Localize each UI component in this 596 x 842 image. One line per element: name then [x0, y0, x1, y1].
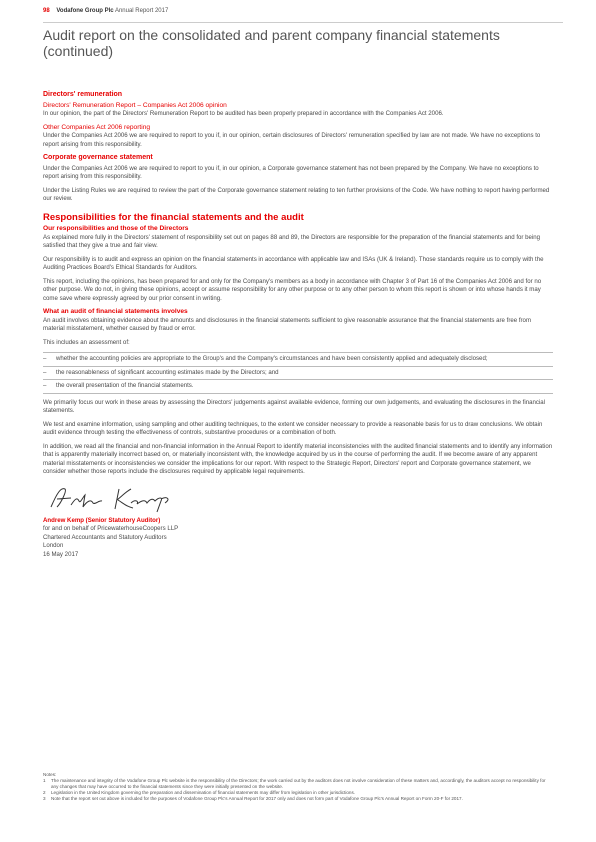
notes-heading: Notes: — [43, 772, 57, 777]
dash-bullet: – — [43, 382, 47, 389]
report-body — [43, 91, 553, 559]
report-name: Annual Report 2017 — [114, 8, 169, 14]
paragraph: We test and examine information, using sampling and other auditing techniques, to the extent we consider necessary to provide a reasonable basis for us to draw conclusions. We obtain audit evidence through testing the effectiveness of controls, substantive procedures or a combination of both. — [43, 420, 543, 436]
list-item — [43, 353, 553, 367]
footnotes — [43, 772, 553, 802]
page-number: 98 — [43, 8, 50, 14]
signer-name: Andrew Kemp (Senior Statutory Auditor) — [43, 516, 161, 524]
page-header — [43, 8, 563, 14]
dash-bullet: – — [43, 368, 47, 376]
paragraph: This report, including the opinions, has been prepared for and only for the Company's members as a body in accordance with Chapter 3 of Part 16 of the Companies Act 2006 and for no other purpose. We do not, in giving these opinions, accept or assume responsibility for any other purpose or to any other person to whom this report is shown or into whose hands it may come save where expressly agreed by our prior consent in writing. — [43, 277, 542, 302]
paragraph: As explained more fully in the Directors' statement of responsibility set out on pages 88 and 89, the Directors are responsible for the preparation of the financial statements and for being satisfied that they give a true and fair view. — [43, 233, 541, 249]
handwritten-signature — [47, 483, 553, 513]
page-title: Audit report on the consolidated and parent company financial statements (continued) — [43, 22, 563, 59]
dash-bullet: – — [43, 355, 47, 362]
footnote — [43, 778, 553, 790]
paragraph: An audit involves obtaining evidence about the amounts and disclosures in the financial statements sufficient to give reasonable assurance that the financial statements are free from material misstatement, whether caused by fraud or error. — [43, 316, 532, 332]
assessment-list — [43, 352, 553, 394]
subheading-other-reporting: Other Companies Act 2006 reporting — [43, 123, 151, 131]
paragraph: Under the Companies Act 2006 we are required to report to you if, in our opinion, a Corporate governance statement has not been prepared by the Company. We have no exceptions to report arising from this responsibility. — [43, 164, 539, 180]
list-item-text: the reasonableness of significant accounting estimates made by the Directors; and — [56, 368, 279, 376]
footnote-text: Note that the report set out above is included for the purposes of Vodafone Group Plc's Annual Report for 2017 only and does not form part of Vodafone Group Plc's Annual Report on Form 20-F for 2017. — [51, 796, 463, 801]
footnote — [43, 796, 553, 802]
section-heading-responsibilities: Responsibilities for the financial statements and the audit — [43, 211, 304, 223]
section-heading-directors-remuneration: Directors' remuneration — [43, 91, 123, 98]
footnote-text: The maintenance and integrity of the Vodafone Group Plc website is the responsibility of the Directors; the work carried out by the auditors does not involve consideration of these matters and, accordingly, the auditors accept no responsibility for any changes that may have occurred to the financial statements since they were initially presented on the website. — [51, 778, 546, 789]
paragraph: We primarily focus our work in these areas by assessing the Directors' judgements against available evidence, forming our own judgements, and evaluating the disclosures in the financial statements. — [43, 398, 546, 414]
subheading-audit-involves: What an audit of financial statements involves — [43, 308, 188, 315]
footnote-number: 2 — [43, 790, 46, 795]
company-name: Vodafone Group Plc — [56, 8, 114, 14]
paragraph: This includes an assessment of: — [43, 338, 130, 346]
footnote-number: 3 — [43, 796, 46, 801]
list-item-text: the overall presentation of the financial statements. — [56, 382, 194, 389]
footnote-text: Legislation in the United Kingdom governing the preparation and dissemination of financial statements may differ from legislation in other jurisdictions. — [51, 790, 356, 795]
signoff-date: 16 May 2017 — [43, 550, 79, 558]
subheading-remuneration-opinion: Directors' Remuneration Report – Companies Act 2006 opinion — [43, 101, 227, 109]
footnote-number: 1 — [43, 778, 46, 783]
list-item — [43, 380, 553, 394]
list-item — [43, 367, 553, 381]
signer-role: Chartered Accountants and Statutory Auditors — [43, 533, 167, 541]
paragraph: In our opinion, the part of the Directors' Remuneration Report to be audited has been properly prepared in accordance with the Companies Act 2006. — [43, 110, 444, 117]
signoff-city: London — [43, 542, 64, 549]
signer-firm: for and on behalf of PricewaterhouseCoopers LLP — [43, 525, 179, 532]
paragraph: Under the Companies Act 2006 we are required to report to you if, in our opinion, certain disclosures of Directors' remuneration specified by law are not made. We have no exceptions to report arising from this responsibility. — [43, 132, 541, 148]
list-item-text: whether the accounting policies are appropriate to the Group's and the Company's circumstances and have been consistently applied and adequately disclosed; — [56, 355, 488, 362]
subheading-our-responsibilities: Our responsibilities and those of the Directors — [43, 225, 189, 232]
section-heading-corporate-governance: Corporate governance statement — [43, 154, 153, 161]
paragraph: Our responsibility is to audit and express an opinion on the financial statements in accordance with applicable law and ISAs (UK & Ireland). Those standards require us to comply with the Auditing Practices Board's Ethical Standards for Auditors. — [43, 255, 544, 271]
paragraph: In addition, we read all the financial and non-financial information in the Annual Report to identify material inconsistencies with the audited financial statements and to identify any information that is apparently materially incorrect based on, or materially inconsistent with, the knowledge acquired by us in the course of performing the audit. If we become aware of any apparent material misstatements or inconsistencies we consider the implications for our report. With respect to the Strategic Report, Directors' report and Corporate governance statement, we consider whether those reports include the disclosures required by applicable legal requirements. — [43, 442, 553, 475]
paragraph: Under the Listing Rules we are required to review the part of the Corporate governance statement relating to ten further provisions of the Code. We have nothing to report having performed our review. — [43, 186, 550, 202]
